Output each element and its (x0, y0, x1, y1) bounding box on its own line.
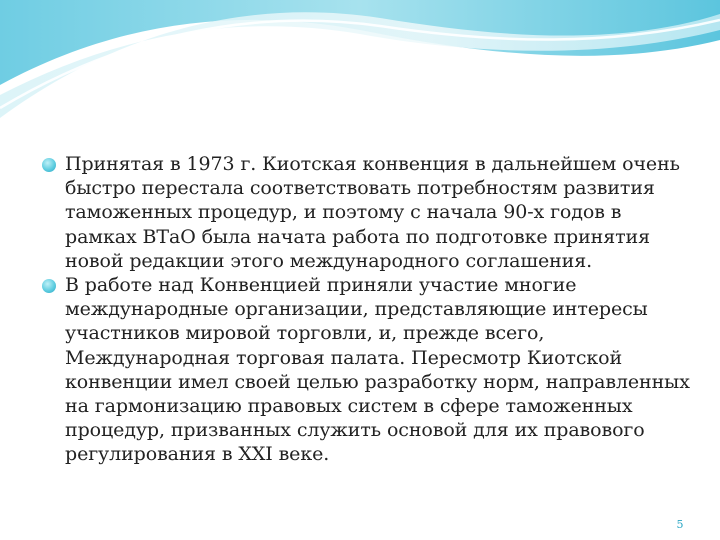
decorative-top-wave (0, 0, 720, 130)
round-bullet-icon (42, 279, 56, 293)
bullet-item-1 (40, 152, 692, 273)
bullet-list (40, 152, 692, 467)
bullet-text-2: В работе над Конвенцией приняли участие многие международные организации, представляющие интересы участников мировой торговли, и, прежде всего, Международная торговая палата. Пересмотр Киотской конвенции имел своей целью разработку норм, направленных на гармонизацию правовых систем в сфере таможенных процедур, призванных служить основой для их правового регулирования в XXI веке. (65, 274, 690, 466)
bullet-text-1: Принятая в 1973 г. Киотская конвенция в дальнейшем очень быстро перестала соответствовать потребностям развития таможенных процедур, и поэтому с начала 90-х годов в рамках ВТаО была начата работа по подготовке принятия новой редакции этого международного соглашения. (65, 153, 680, 272)
page-number: 5 (676, 518, 684, 531)
round-bullet-icon (42, 158, 56, 172)
bullet-item-2 (40, 273, 692, 467)
